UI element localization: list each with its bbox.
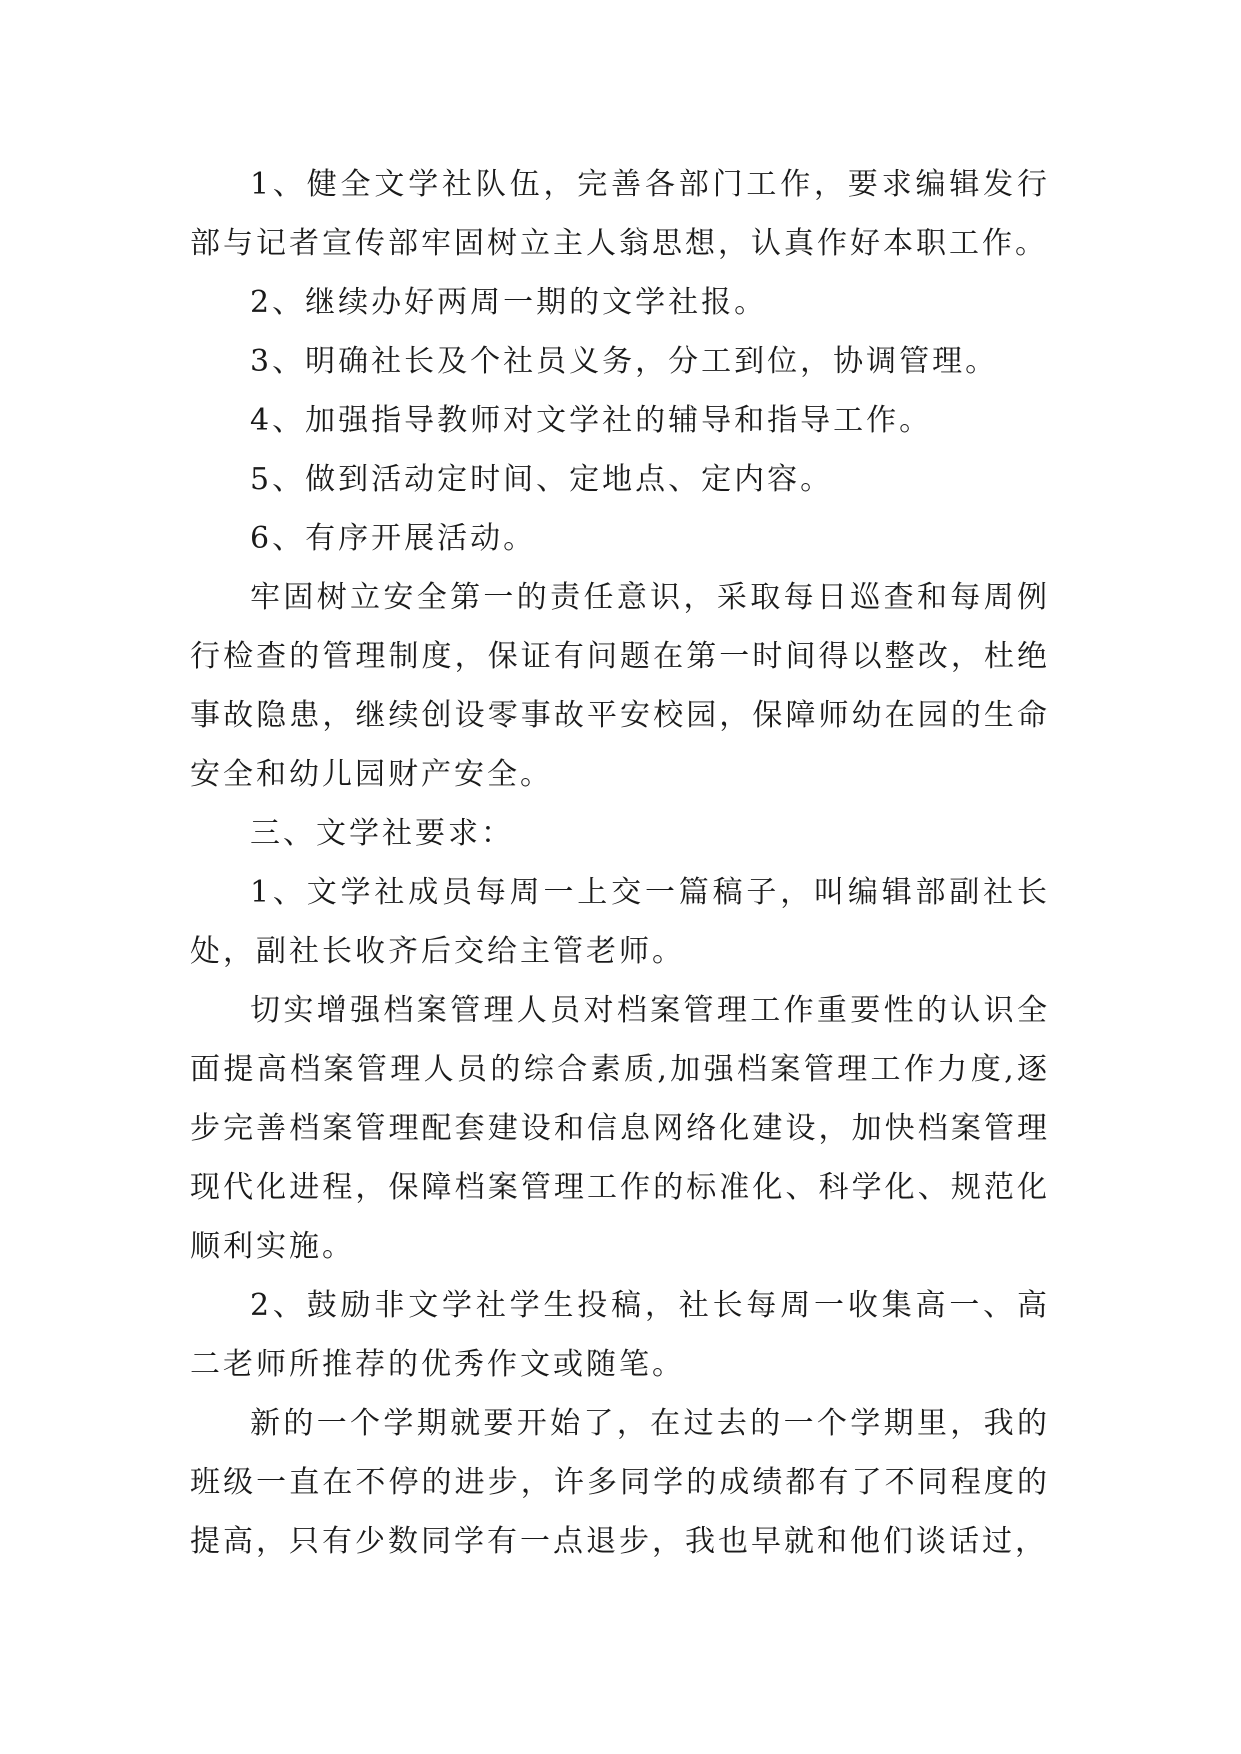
paragraph-5: 5、做到活动定时间、定地点、定内容。 bbox=[250, 462, 834, 497]
paragraph-9: 1、文学社成员每周一上交一篇稿子，叫编辑部副社长处，副社长收齐后交给主管老师。 bbox=[190, 875, 1050, 969]
paragraph-7: 牢固树立安全第一的责任意识，采取每日巡查和每周例行检查的管理制度，保证有问题在第一时间得以整改，杜绝事故隐患，继续创设零事故平安校园，保障师幼在园的生命安全和幼儿园财产安全。 bbox=[190, 580, 1050, 792]
document-body bbox=[190, 155, 1050, 1571]
paragraph-11: 2、鼓励非文学社学生投稿，社长每周一收集高一、高二老师所推荐的优秀作文或随笔。 bbox=[190, 1288, 1050, 1382]
section-heading: 三、文学社要求： bbox=[250, 816, 514, 851]
paragraph-4: 4、加强指导教师对文学社的辅导和指导工作。 bbox=[250, 403, 933, 438]
paragraph-10: 切实增强档案管理人员对档案管理工作重要性的认识全面提高档案管理人员的综合素质,加强档案管理工作力度,逐步完善档案管理配套建设和信息网络化建设，加快档案管理现代化进程，保障档案管理工作的标准化、科学化、规范化顺利实施。 bbox=[190, 993, 1050, 1264]
paragraph-1: 1、健全文学社队伍，完善各部门工作，要求编辑发行部与记者宣传部牢固树立主人翁思想，认真作好本职工作。 bbox=[190, 167, 1050, 261]
paragraph-6: 6、有序开展活动。 bbox=[250, 521, 537, 556]
paragraph-2: 2、继续办好两周一期的文学社报。 bbox=[250, 285, 768, 320]
paragraph-3: 3、明确社长及个社员义务，分工到位，协调管理。 bbox=[250, 344, 999, 379]
paragraph-12: 新的一个学期就要开始了，在过去的一个学期里，我的班级一直在不停的进步，许多同学的成绩都有了不同程度的提高，只有少数同学有一点退步，我也早就和他们谈话过， bbox=[190, 1406, 1050, 1559]
